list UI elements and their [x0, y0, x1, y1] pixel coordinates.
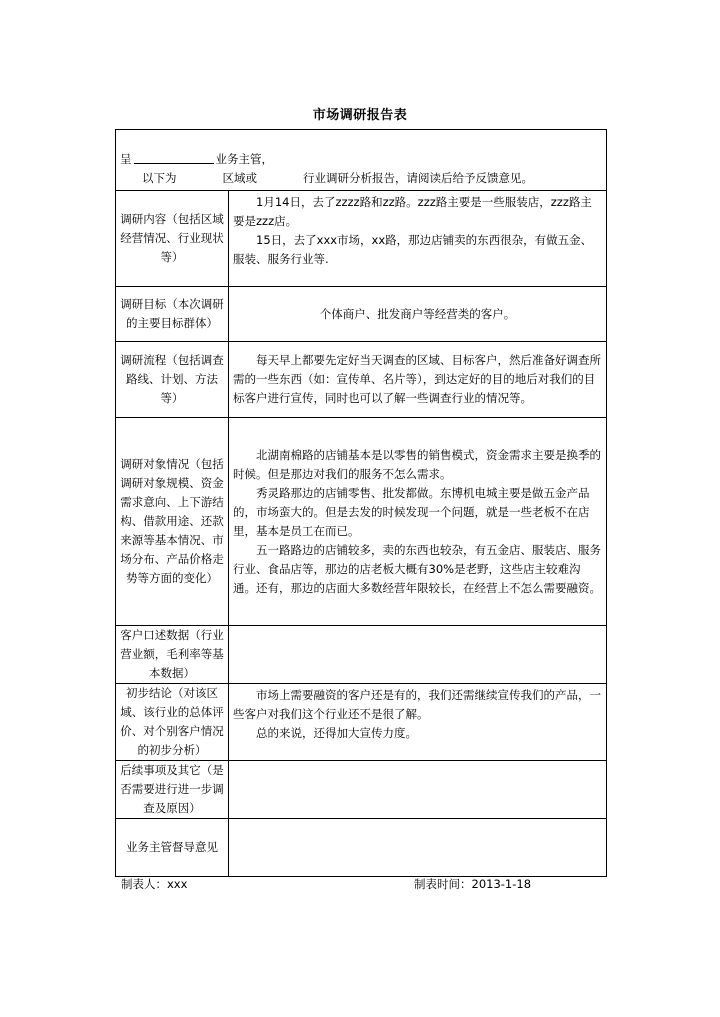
- header-line-1: [120, 150, 602, 169]
- value-supervisor-opinion[interactable]: [229, 819, 607, 877]
- value-survey-process[interactable]: [229, 342, 607, 418]
- value-customer-data[interactable]: [229, 626, 607, 684]
- label-survey-target: 调研目标（本次调研的主要目标群体）: [116, 287, 229, 342]
- label-survey-objects: 调研对象情况（包括调研对象规模、资金需求意向、上下游结构、借款用途、还款来源等基本情况、市场分布、产品价格走势等方面的变化）: [116, 418, 229, 626]
- header-row: [116, 130, 607, 191]
- header-line-2: 以下为 区域或 行业调研分析报告，请阅读后给予反馈意见。: [142, 171, 533, 185]
- row-supervisor-opinion: [116, 819, 607, 877]
- footer-maker: 制表人：xxx: [121, 877, 188, 891]
- paragraph: 总的来说，还得加大宣传力度。: [256, 726, 417, 740]
- header-suffix: 业务主管，: [215, 152, 273, 166]
- row-survey-target: [116, 287, 607, 342]
- label-conclusion: 初步结论（对该区域、该行业的总体评价、对个别客户情况的初步分析）: [116, 684, 229, 761]
- label-survey-process: 调研流程（包括调查路线、计划、方法等）: [116, 342, 229, 418]
- paragraph: 北湖南棉路的店铺基本是以零售的销售模式，资金需求主要是换季的时候。但是那边对我们的服务不怎么需求。: [233, 447, 601, 481]
- paragraph: 个体商户、批发商户等经营类的客户。: [319, 306, 516, 321]
- header-cell: [116, 130, 607, 191]
- value-survey-content[interactable]: [229, 191, 607, 287]
- paragraph: 15日，去了xxx市场，xx路，那边店铺卖的东西很杂，有做五金、服装、服务行业等.: [233, 233, 593, 266]
- label-supervisor-opinion: 业务主管督导意见: [116, 819, 229, 877]
- value-follow-up[interactable]: [229, 761, 607, 819]
- label-survey-content: 调研内容（包括区域经营情况、行业现状等）: [116, 191, 229, 287]
- row-customer-data: [116, 626, 607, 684]
- row-survey-content: [116, 191, 607, 287]
- value-survey-objects[interactable]: [229, 418, 607, 626]
- header-prefix: 呈: [120, 152, 132, 166]
- row-follow-up: [116, 761, 607, 819]
- paragraph: 五一路路边的店铺较多，卖的东西也较杂，有五金店、服装店、服务行业、食品店等，那边的店老板大概有30%是老野，这些店主较难沟通。还有，那边的店面大多数经营年限较长，在经营上不怎么需要融资。: [233, 542, 601, 595]
- value-survey-target[interactable]: [229, 287, 607, 342]
- paragraph: 每天早上都要先定好当天调查的区域、目标客户，然后准备好调查所需的一些东西（如：宣传单、名片等），到达定好的目的地后对我们的目标客户进行宣传，同时也可以了解一些调查行业的情况等。: [233, 353, 601, 405]
- value-conclusion[interactable]: [229, 684, 607, 761]
- row-conclusion: [116, 684, 607, 761]
- paragraph: 市场上需要融资的客户还是有的，我们还需继续宣传我们的产品，一些客户对我们这个行业还不是很了解。: [233, 688, 601, 721]
- report-table: [115, 129, 607, 877]
- label-follow-up: 后续事项及其它（是否需要进行进一步调查及原因）: [116, 761, 229, 819]
- row-survey-process: [116, 342, 607, 418]
- paragraph: 1月14日，去了zzzz路和zz路。zzz路主要是一些服装店，zzz路主要是zzz店。: [233, 195, 592, 228]
- footer-date: 制表时间：2013-1-18: [414, 877, 532, 891]
- document-title: 市场调研报告表: [312, 108, 408, 123]
- paragraph: 秀灵路那边的店铺零售、批发都做。东博机电城主要是做五金产品的，市场蛮大的。但是去发的时候发现一个问题，就是一些老板不在店里，基本是员工在而已。: [233, 485, 590, 538]
- recipient-blank[interactable]: [134, 151, 214, 164]
- label-customer-data: 客户口述数据（行业营业额，毛利率等基本数据）: [116, 626, 229, 684]
- row-survey-objects: [116, 418, 607, 626]
